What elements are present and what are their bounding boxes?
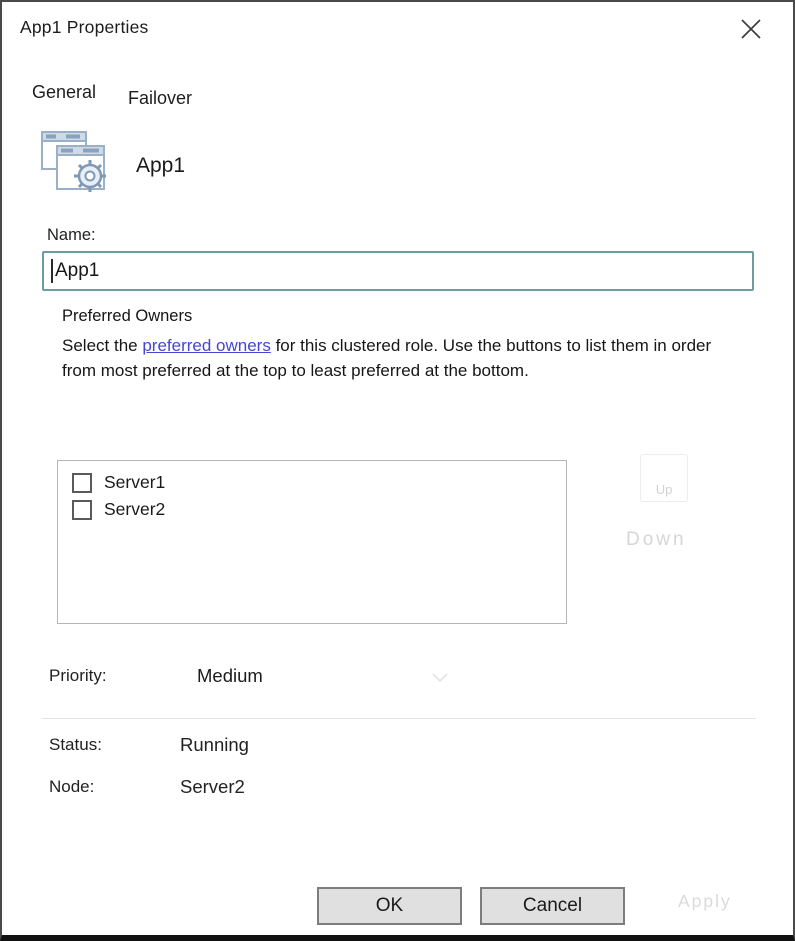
status-value: Running <box>180 734 249 755</box>
app-name: App1 <box>136 154 186 177</box>
server1-checkbox[interactable] <box>72 473 92 493</box>
preferred-owners-listbox[interactable] <box>57 460 567 624</box>
node-value: Server2 <box>180 776 245 797</box>
list-item-server1[interactable] <box>58 469 566 496</box>
apply-button[interactable]: Apply <box>678 891 732 911</box>
text-caret <box>51 259 53 283</box>
section-divider <box>42 718 756 719</box>
description-text-after: for this clustered role. Use the buttons to list them in order from most preferred at the top to least preferred at the bottom. <box>62 336 712 380</box>
tab-general[interactable]: General <box>32 82 97 102</box>
ok-button[interactable]: OK <box>317 887 462 925</box>
up-button[interactable] <box>640 454 688 502</box>
priority-label: Priority: <box>49 666 107 685</box>
preferred-owners-heading: Preferred Owners <box>62 307 193 325</box>
description-text-before: Select the <box>62 336 143 355</box>
name-input-value: App1 <box>55 260 100 281</box>
server2-checkbox[interactable] <box>72 500 92 520</box>
server1-label: Server1 <box>104 472 166 492</box>
list-item-server2[interactable] <box>58 496 566 523</box>
application-windows-gear-icon <box>40 129 110 202</box>
preferred-owners-description <box>62 334 730 383</box>
up-button-label: Up <box>655 482 673 497</box>
tab-failover[interactable]: Failover <box>128 88 193 108</box>
close-button[interactable] <box>734 14 768 48</box>
close-icon <box>738 16 764 47</box>
preferred-owners-link[interactable]: preferred owners <box>142 336 271 355</box>
name-input[interactable] <box>42 251 754 291</box>
cancel-button[interactable]: Cancel <box>480 887 625 925</box>
node-label: Node: <box>49 777 95 796</box>
chevron-down-icon <box>432 670 448 688</box>
name-label: Name: <box>47 226 96 244</box>
window-title: App1 Properties <box>20 17 149 37</box>
down-button[interactable]: Down <box>626 529 687 550</box>
priority-dropdown[interactable]: Medium <box>197 665 263 686</box>
server2-label: Server2 <box>104 499 166 519</box>
status-label: Status: <box>49 735 102 754</box>
